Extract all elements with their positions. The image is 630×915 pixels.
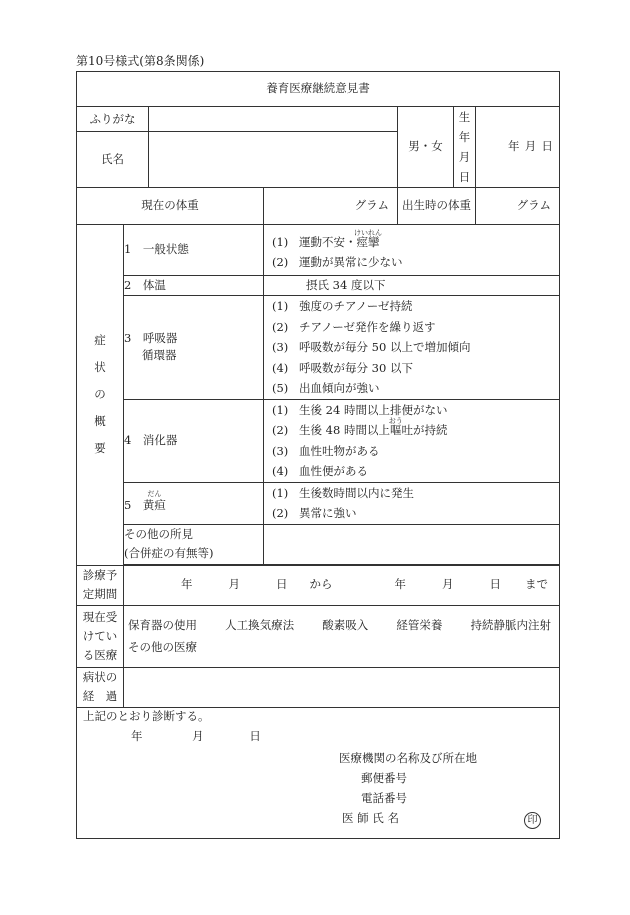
- option: (3) 血性吐物がある: [272, 443, 380, 458]
- furigana-label: ふりがな: [77, 107, 149, 132]
- respiratory-options[interactable]: [264, 296, 560, 400]
- option: (2) チアノーゼ発作を繰り返す: [272, 319, 436, 334]
- option: (5) 出血傾向が強い: [272, 381, 380, 395]
- ruby-word: 黄疸 だん: [142, 490, 166, 513]
- declaration-text: 上記のとおり診断する。: [83, 708, 210, 723]
- phone-label: 電話番号: [361, 790, 407, 805]
- care-option[interactable]: 酸素吸入: [322, 618, 369, 632]
- option: (4) 血性便がある: [272, 464, 368, 478]
- doctor-name-label: 医 師 氏 名: [342, 810, 399, 825]
- day-unit: 日: [276, 577, 288, 592]
- current-weight-field[interactable]: [264, 188, 398, 225]
- birthdate-label: 生年 月日: [454, 107, 476, 188]
- course-field[interactable]: [124, 667, 560, 707]
- gram-unit: グラム: [516, 198, 551, 213]
- year-unit: 年: [181, 577, 193, 592]
- name-label: 氏名: [77, 132, 149, 188]
- day-unit: 日: [249, 728, 261, 743]
- temperature-value[interactable]: 摂氏 34 度以下: [264, 276, 560, 296]
- year-unit: 年: [508, 139, 520, 154]
- month-unit: 月: [228, 577, 240, 592]
- digestive-label: 4 消化器: [124, 399, 264, 482]
- general-state-options[interactable]: [264, 225, 560, 276]
- diagnosis-date[interactable]: [131, 730, 261, 743]
- sex-choice[interactable]: 男・女: [398, 107, 454, 188]
- period-field[interactable]: [124, 565, 560, 605]
- care-option[interactable]: 経管栄養: [396, 618, 443, 632]
- general-state-label: 1 一般状態: [124, 225, 264, 276]
- option: (2) 生後 48 時間以上嘔 おう 吐が持続: [264, 420, 559, 441]
- other-findings-label: その他の所見 (合併症の有無等): [124, 524, 264, 564]
- option: (1) 運動不安・痙攣 けいれん: [264, 232, 559, 253]
- digestive-options[interactable]: [264, 399, 560, 482]
- symptoms-label: 症 状 の 概 要: [77, 225, 124, 566]
- opinion-form: [76, 71, 560, 839]
- respiratory-label: 3 呼吸器 循環器: [124, 296, 264, 400]
- day-unit: 日: [489, 577, 501, 592]
- institution-label: 医療機関の名称及び所在地: [339, 750, 477, 765]
- temperature-label: 2 体温: [124, 276, 264, 296]
- course-label: 病状の 経 過: [77, 667, 124, 707]
- birth-weight-label: 出生時の体重: [398, 188, 476, 225]
- period-label: 診療予 定期間: [77, 565, 124, 605]
- option: (2) 異常に強い: [272, 506, 357, 520]
- day-unit: 日: [541, 139, 553, 154]
- ruby-word: 痙攣 けいれん: [354, 228, 382, 249]
- other-findings-field[interactable]: [264, 524, 560, 564]
- name-field[interactable]: [149, 132, 398, 188]
- care-option[interactable]: 保育器の使用: [128, 618, 197, 632]
- option: (1) 強度のチアノーゼ持続: [272, 299, 413, 313]
- jaundice-label: 5 黄疸 だん: [124, 482, 264, 524]
- month-unit: 月: [524, 139, 537, 154]
- jaundice-options[interactable]: [264, 482, 560, 524]
- signature-block: [77, 707, 560, 838]
- care-option[interactable]: 人工換気療法: [225, 618, 295, 632]
- gram-unit: グラム: [354, 198, 389, 213]
- birthdate-field[interactable]: [476, 107, 560, 188]
- option: (1) 生後 24 時間以上排便がない: [272, 402, 448, 417]
- option: (2) 運動が異常に少ない: [272, 255, 403, 269]
- form-number: 第10号様式(第8条関係): [76, 54, 205, 68]
- month-unit: 月: [192, 728, 204, 743]
- current-weight-label: 現在の体重: [77, 188, 264, 225]
- care-option[interactable]: その他の医療: [128, 640, 197, 654]
- care-option[interactable]: 持続静脈内注射: [470, 618, 551, 632]
- year-unit: 年: [131, 728, 143, 743]
- option: (3) 呼吸数が毎分 50 以上で増加傾向: [272, 340, 471, 354]
- from-label: から: [309, 577, 333, 592]
- option: (1) 生後数時間以内に発生: [272, 485, 414, 500]
- current-care-options[interactable]: [124, 605, 560, 667]
- seal-mark: 印: [524, 812, 541, 829]
- month-unit: 月: [442, 577, 454, 592]
- ruby-word: 嘔 おう: [388, 417, 403, 437]
- furigana-field[interactable]: [149, 107, 398, 132]
- until-label: まで: [525, 577, 548, 592]
- postal-label: 郵便番号: [361, 770, 407, 785]
- option: (4) 呼吸数が毎分 30 以下: [272, 360, 413, 375]
- birth-weight-field[interactable]: [476, 188, 560, 225]
- year-unit: 年: [394, 577, 406, 592]
- current-care-label: 現在受 けてい る医療: [77, 605, 124, 667]
- form-title: 養育医療継続意見書: [77, 72, 560, 107]
